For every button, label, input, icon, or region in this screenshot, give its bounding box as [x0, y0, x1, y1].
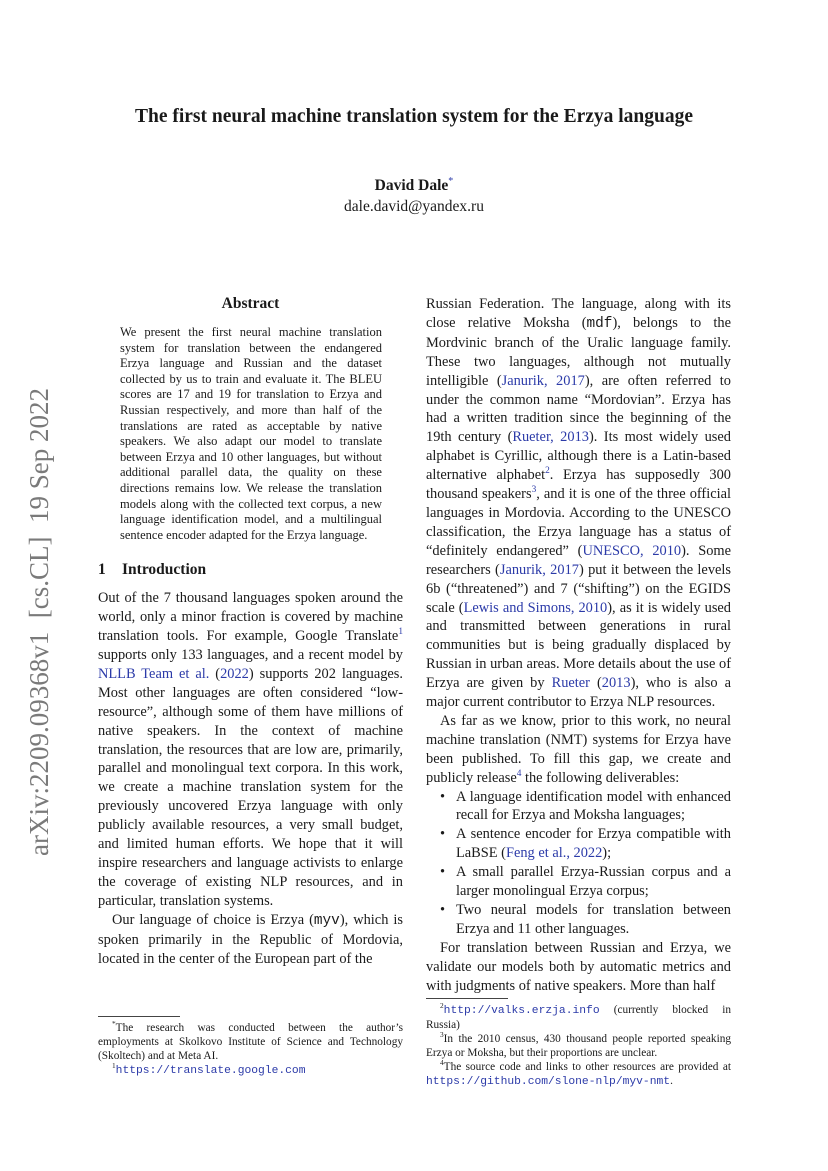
language-code-mdf: mdf	[586, 315, 613, 332]
intro-paragraph-3: As far as we know, prior to this work, no neural machine translation (NMT) systems for Erzya have been published. To fill this gap, we create and publicly release$^4$ the following deliverables:	[426, 712, 731, 786]
section-title: Introduction	[122, 561, 207, 579]
citation-janurik-2[interactable]: Janurik, 2017	[499, 561, 579, 578]
abstract-heading: Abstract	[221, 295, 280, 312]
footnote-ref-1[interactable]: 1	[398, 627, 403, 638]
footnote-1-link[interactable]: https://translate.google.com	[115, 1065, 306, 1077]
footnote-4-link[interactable]: https://github.com/slone-nlp/myv-nmt	[426, 1076, 671, 1088]
intro-paragraph-2: Our language of choice is Erzya (myv), which is spoken primarily in the Republic of Mordovia, located in the center of the European part of the	[98, 911, 403, 967]
citation-rueter[interactable]: Rueter, 2013	[512, 429, 589, 446]
right-column	[426, 295, 731, 996]
bullet-icon: •	[440, 902, 446, 918]
list-item: • Two neural models for translation between Erzya and 11 other languages.	[440, 902, 731, 937]
section-number: 1	[98, 561, 106, 579]
list-item: • A small parallel Erzya-Russian corpus and a larger monolingual Erzya corpus;	[440, 864, 731, 900]
citation-rueter-2[interactable]: Rueter	[551, 675, 590, 692]
footnote-4: $^4$The source code and links to other resources are provided at https://github.com/slone-nlp/myv-nmt.	[426, 1058, 731, 1088]
citation-feng[interactable]: Feng et al., 2022	[505, 845, 603, 862]
language-code-myv: myv	[313, 912, 340, 929]
footnote-3: $^3$In the 2010 census, 430 thousand people reported speaking Erzya or Moksha, but their proportions are unclear.	[426, 1030, 731, 1059]
bullet-icon: •	[440, 864, 446, 881]
left-footnotes	[98, 1016, 403, 1078]
bullet-icon: •	[440, 826, 446, 843]
arxiv-identifier-text: arXiv:2209.09368v1 [cs.CL] 19 Sep 2022	[24, 388, 54, 856]
intro-paragraph-4: For translation between Russian and Erzya, we validate our models both by automatic metrics and with judgments of native speakers. More than half	[426, 939, 731, 994]
footnote-author: *The research was conducted between the author’s employments at Skolkovo Institute of Science and Technology (Skoltech) and at Meta AI.	[98, 1019, 403, 1062]
citation-rueter-2-year[interactable]: 2013	[601, 675, 631, 692]
footnote-divider	[426, 998, 508, 999]
author-name: David Dale	[374, 177, 449, 194]
paper-title: The first neural machine translation system for the Erzya language	[134, 106, 694, 127]
list-item: • A language identification model with enhanced recall for Erzya and Moksha languages;	[440, 788, 731, 824]
deliverables-list	[426, 788, 731, 939]
citation-nllb[interactable]: NLLB Team et al.	[98, 665, 210, 682]
intro-paragraph-2-continued: Russian Federation. The language, along with its close relative Moksha (mdf), belongs to the Mordvinic branch of the Uralic language family. These two languages, although not mutually intelligible (Janurik, 2017), are often referred to under the common name “Mordovian”. Erzya has had a written tradition since the beginning of the 19th century (Rueter, 2013). Its most widely used alphabet is Cyrillic, although there is a Latin-based alternative alphabet$^2$. Erzya has supposedly 300 thousand speakers$^3$, and it is one of the three official languages in Mordovia. According to the UNESCO classification, the Erzya language has a status of “definitely endangered” (UNESCO, 2010). Some researchers (Janurik, 2017) put it between the levels 6b (“threatened”) and 7 (“shifting”) on the EGIDS scale (Lewis and Simons, 2010), as it is widely used and transmitted between generations in rural communities but is being gradually displaced by Russian in urban areas. More details about the use of Erzya are given by Rueter (2013), who is also a major current contributor to Erzya NLP resources.	[426, 296, 732, 711]
author-block	[180, 175, 648, 217]
footnote-ref-2[interactable]: 2	[545, 466, 550, 477]
section-heading	[98, 561, 403, 579]
author-footnote-mark[interactable]: *	[448, 175, 454, 187]
footnote-ref-3[interactable]: 3	[531, 485, 537, 496]
footnote-divider	[98, 1016, 180, 1017]
list-item: • A sentence encoder for Erzya compatible with LaBSE (Feng et al., 2022);	[440, 826, 731, 862]
author-email: dale.david@yandex.ru	[344, 198, 484, 215]
arxiv-identifier-stamp	[18, 360, 58, 860]
intro-paragraph-1: Out of the 7 thousand languages spoken around the world, only a minor fraction is covered by machine translation tools. For example, Google Translate$^1$ supports only 133 languages, and a recent model by NLLB Team et al. (2022) supports 202 languages. Most other languages are often considered “low-resource”, although some of them have millions of native speakers. In the context of machine translation, the resources that are low are, primarily, parallel and monolingual text corpora. In this work, we create a machine translation system for the previously uncovered Erzya language with only publicly available resources, a very small budget, and limited human efforts. We hope that it will inspire researchers and language activists to enlarge the coverage of existing NLP resources, and in particular, translation systems.	[98, 590, 403, 909]
abstract-text: We present the first neural machine translation system for translation between the endangered Erzya language and Russian and the dataset collected by us to train and evaluate it. The BLEU scores are 17 and 19 for translation to Erzya and Russian respectively, and more than half of the translations are rated as acceptable by native speakers. We also adapt our model to translate between Erzya and 10 other languages, but without additional parallel data, the quality on these directions remains low. We release the translation models along with the collected text corpus, a new language identification model, and a multilingual sentence encoder adapted for the Erzya language.	[120, 325, 382, 542]
left-column	[98, 295, 403, 968]
footnote-2: $^2$http://valks.erzja.info (currently blocked in Russia)	[426, 1001, 731, 1031]
footnote-1: $^1$https://translate.google.com	[112, 1061, 306, 1077]
citation-unesco[interactable]: UNESCO, 2010	[582, 542, 682, 559]
footnote-ref-4[interactable]: 4	[516, 768, 522, 779]
bullet-icon: •	[440, 788, 446, 805]
citation-janurik[interactable]: Janurik, 2017	[501, 372, 585, 389]
right-footnotes	[426, 998, 731, 1089]
citation-nllb-year[interactable]: 2022	[220, 665, 249, 682]
footnote-2-link[interactable]: http://valks.erzja.info	[443, 1005, 600, 1017]
citation-lewis-simons[interactable]: Lewis and Simons, 2010	[463, 599, 608, 616]
